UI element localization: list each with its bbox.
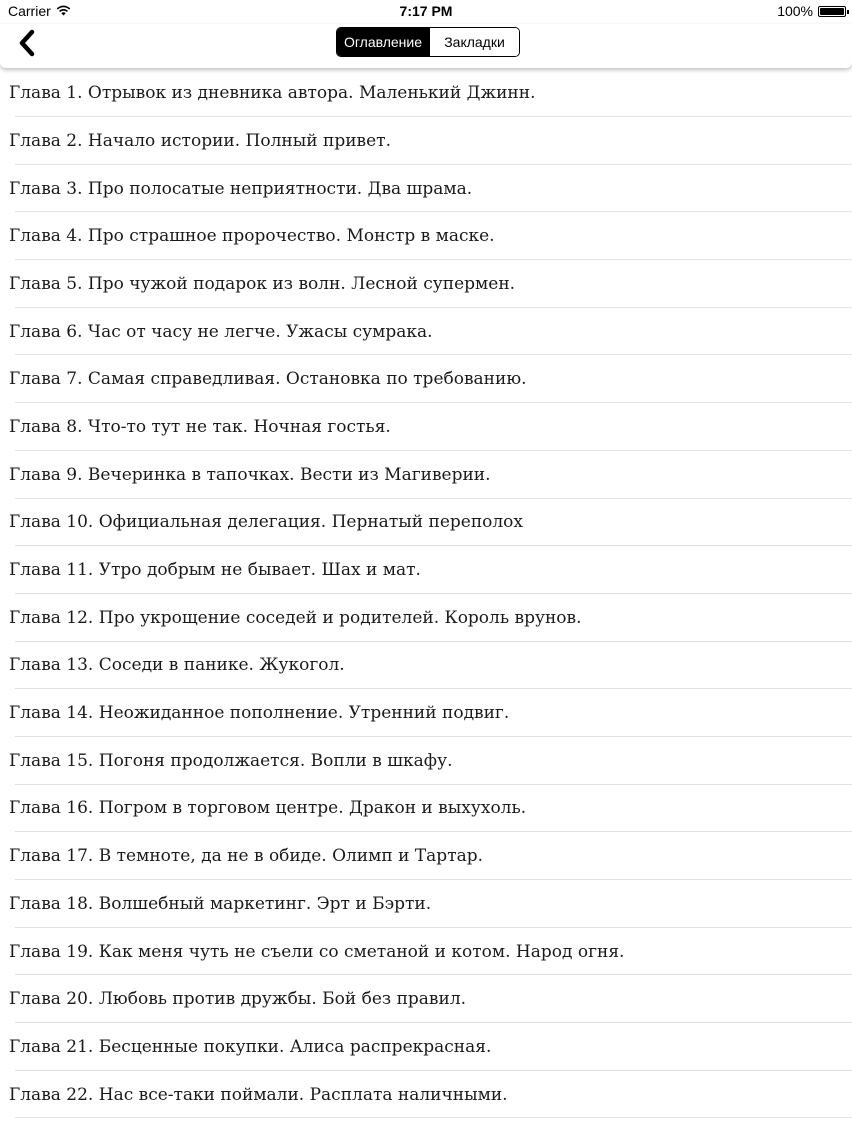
chapter-item[interactable]: Глава 1. Отрывок из дневника автора. Маленький Джинн. xyxy=(0,69,852,117)
segmented-control xyxy=(336,27,520,57)
chapter-item[interactable]: Глава 22. Нас все-таки поймали. Расплата наличными. xyxy=(0,1071,852,1119)
back-button[interactable] xyxy=(10,28,44,62)
chapter-item[interactable]: Глава 9. Вечеринка в тапочках. Вести из Магиверии. xyxy=(0,451,852,499)
chapter-item[interactable]: Глава 7. Самая справедливая. Остановка по требованию. xyxy=(0,355,852,403)
chapter-item[interactable]: Глава 4. Про страшное пророчество. Монстр в маске. xyxy=(0,212,852,260)
chapter-item[interactable]: Глава 20. Любовь против дружбы. Бой без правил. xyxy=(0,975,852,1023)
chapter-item[interactable]: Глава 11. Утро добрым не бывает. Шах и мат. xyxy=(0,546,852,594)
carrier-label: Carrier xyxy=(8,3,51,19)
chapter-list xyxy=(0,69,852,1118)
chapter-item[interactable]: Глава 8. Что-то тут не так. Ночная гостья. xyxy=(0,403,852,451)
chapter-item[interactable]: Глава 2. Начало истории. Полный привет. xyxy=(0,117,852,165)
battery-percent: 100% xyxy=(777,3,813,19)
chapter-item[interactable]: Глава 19. Как меня чуть не съели со сметаной и котом. Народ огня. xyxy=(0,928,852,976)
navigation-bar xyxy=(0,24,852,68)
chapter-item[interactable]: Глава 6. Час от часу не легче. Ужасы сумрака. xyxy=(0,308,852,356)
chapter-item[interactable]: Глава 5. Про чужой подарок из волн. Лесной супермен. xyxy=(0,260,852,308)
chapter-item[interactable]: Глава 12. Про укрощение соседей и родителей. Король врунов. xyxy=(0,594,852,642)
chapter-item[interactable]: Глава 13. Соседи в панике. Жукогол. xyxy=(0,642,852,690)
chapter-item[interactable]: Глава 15. Погоня продолжается. Вопли в шкафу. xyxy=(0,737,852,785)
battery-icon xyxy=(818,6,846,17)
chevron-left-icon xyxy=(17,29,37,62)
chapter-item[interactable]: Глава 3. Про полосатые неприятности. Два шрама. xyxy=(0,165,852,213)
chapter-item[interactable]: Глава 10. Официальная делегация. Пернатый переполох xyxy=(0,499,852,547)
chapter-item[interactable]: Глава 17. В темноте, да не в обиде. Олимп и Тартар. xyxy=(0,832,852,880)
segment-bookmarks[interactable]: Закладки xyxy=(429,28,519,56)
status-right xyxy=(777,3,846,19)
segment-contents[interactable]: Оглавление xyxy=(337,28,429,56)
chapter-item[interactable]: Глава 21. Бесценные покупки. Алиса распрекрасная. xyxy=(0,1023,852,1071)
chapter-item[interactable]: Глава 14. Неожиданное пополнение. Утренний подвиг. xyxy=(0,689,852,737)
status-time: 7:17 PM xyxy=(399,3,453,19)
chapter-item[interactable]: Глава 18. Волшебный маркетинг. Эрт и Бэрти. xyxy=(0,880,852,928)
status-bar xyxy=(0,0,852,24)
chapter-item[interactable]: Глава 16. Погром в торговом центре. Дракон и выхухоль. xyxy=(0,785,852,833)
